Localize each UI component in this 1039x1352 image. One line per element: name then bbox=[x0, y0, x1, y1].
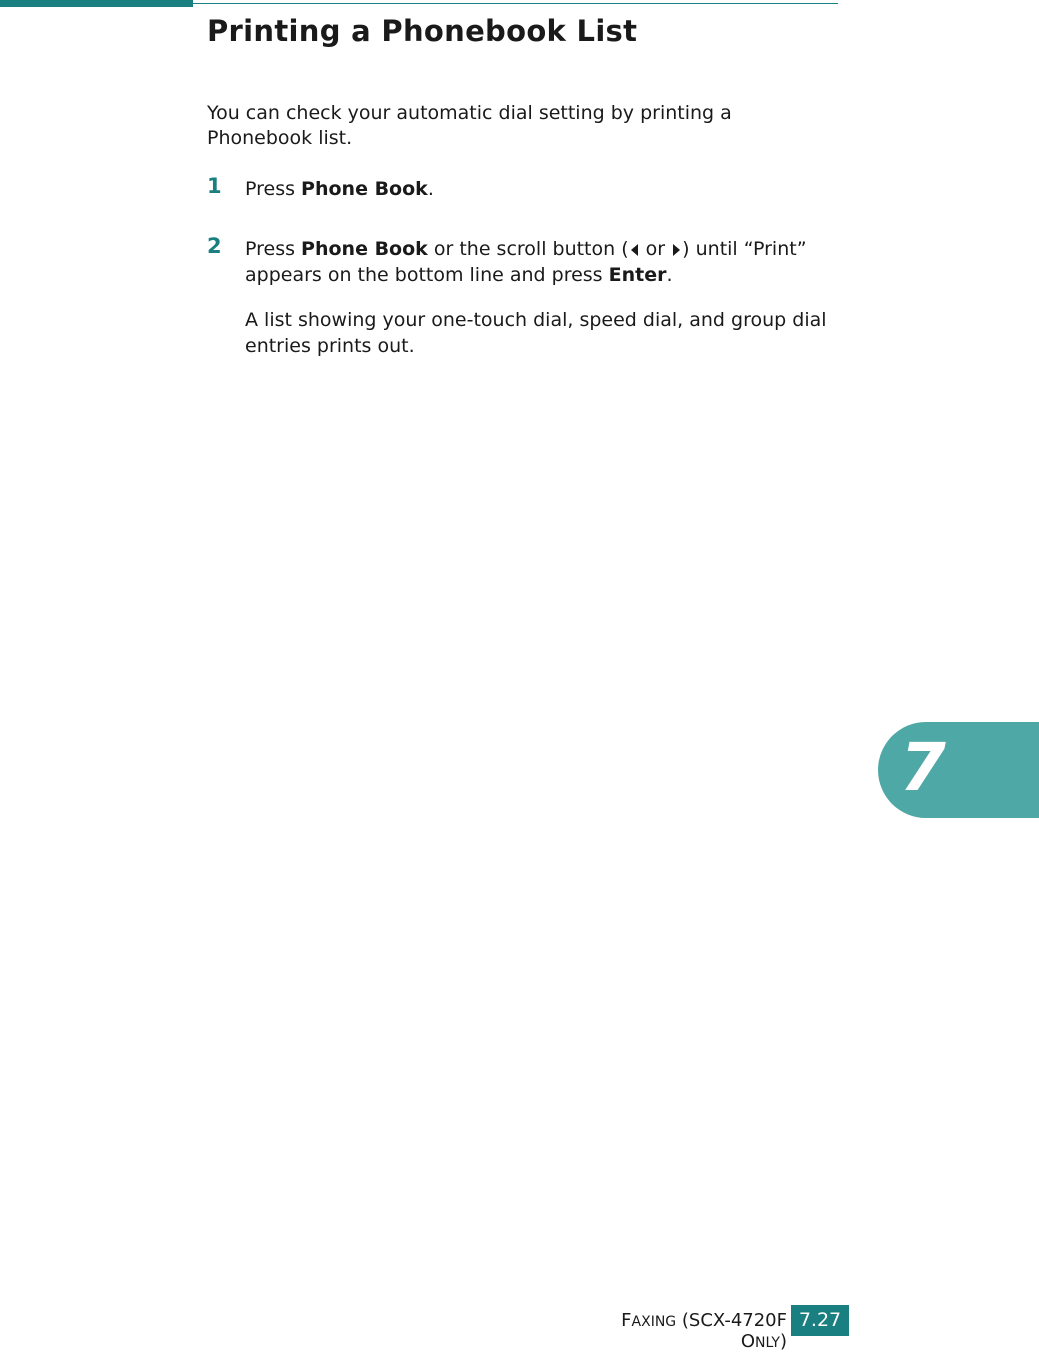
header-rule-thick bbox=[0, 0, 193, 7]
page-number: 7.27 bbox=[791, 1305, 849, 1336]
footer-section-title bbox=[581, 1310, 787, 1352]
footer-text-part: AXING bbox=[631, 1314, 677, 1330]
phone-book-key: Phone Book bbox=[301, 238, 428, 260]
footer-text-part: (SCX-4720F O bbox=[676, 1310, 787, 1352]
header-rule-thin bbox=[193, 3, 838, 4]
step-text-part: or bbox=[639, 238, 672, 260]
scroll-right-icon bbox=[673, 244, 680, 256]
footer-text-part: F bbox=[621, 1310, 632, 1331]
scroll-left-icon bbox=[631, 244, 638, 256]
page-title: Printing a Phonebook List bbox=[207, 14, 638, 48]
step-text-part: . bbox=[666, 264, 673, 286]
step-text bbox=[245, 236, 845, 288]
footer-text-part: NLY bbox=[755, 1335, 780, 1351]
step-2-note: A list showing your one-touch dial, speed dial, and group dial entries prints out. bbox=[245, 309, 827, 357]
chapter-number: 7 bbox=[900, 729, 946, 806]
footer-text-part: ) bbox=[779, 1331, 787, 1352]
phone-book-key: Phone Book bbox=[301, 178, 428, 200]
step-text-part: . bbox=[427, 178, 434, 200]
enter-key: Enter bbox=[608, 264, 667, 286]
step-text-part: or the scroll button ( bbox=[427, 238, 629, 260]
step-text-part: Press bbox=[245, 178, 302, 200]
step-number: 1 bbox=[207, 174, 222, 198]
step-text bbox=[245, 176, 845, 202]
step-number: 2 bbox=[207, 234, 222, 258]
intro-paragraph: You can check your automatic dial setting by printing a Phonebook list. bbox=[207, 102, 732, 149]
step-text-part: ) until “Print” appears on the bottom line and press bbox=[245, 238, 807, 286]
step-text-part: Press bbox=[245, 238, 302, 260]
